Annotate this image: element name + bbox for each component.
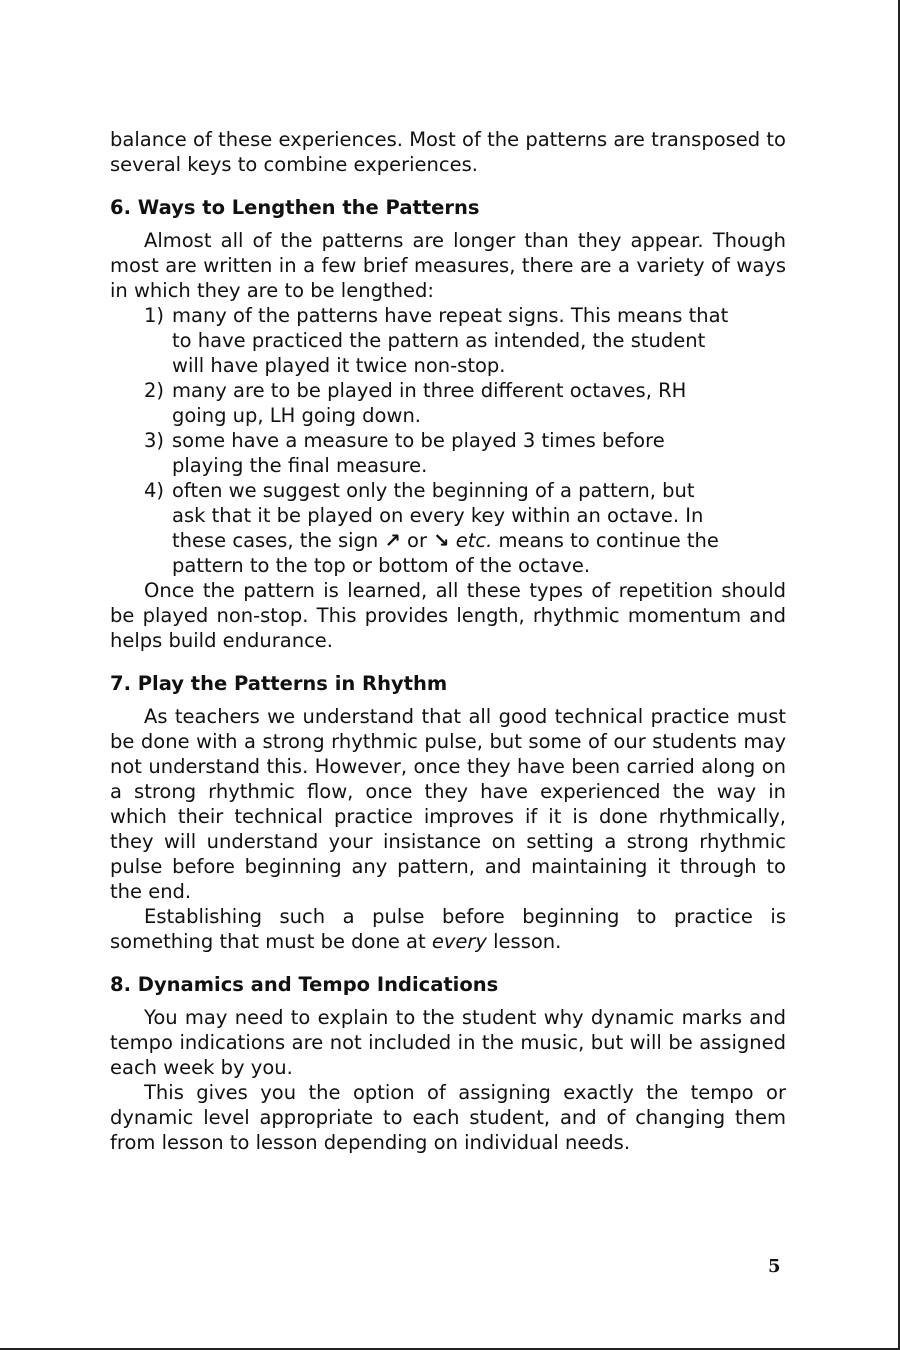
section-6-paragraph-1: Almost all of the patterns are longer than they appear. Though most are written in a few brief measures, there are a variety of ways in which they are to be lengthed: [110,229,786,302]
list-item-text: many are to be played in three different octaves, RH going up, LH going down. [172,379,687,427]
list-item [144,428,732,478]
arrow-up-right-icon: ↗ [384,529,401,552]
section-7-paragraph-2-start: Establishing such a pulse before beginning to practice is something that must be done at [110,905,786,953]
section-8-heading: 8. Dynamics and Tempo Indications [110,973,499,996]
section-6-heading: 6. Ways to Lengthen the Patterns [110,196,480,219]
list-item [144,478,732,578]
section-7-emphasis: every [431,930,487,953]
page-number: 5 [768,1256,781,1277]
arrow-down-right-icon: ↘ [433,529,450,552]
list-item [144,303,732,378]
section-7-paragraph-2 [110,904,786,954]
lengthen-methods-list [110,303,786,578]
list-item-number: 2) [144,379,165,402]
list-item-text-end: means to continue the pattern to the top or bottom of the octave. [172,529,719,577]
list-item-number: 4) [144,479,165,502]
section-7-paragraph-1: As teachers we understand that all good technical practice must be done with a strong rhythmic pulse, but some of our students may not understand this. However, once they have been carried along on a strong rhythmic flow, once they have experienced the way in which their technical practice improves if it is done rhythmically, they will understand your insistance on setting a strong rhythmic pulse before beginning any pattern, and maintaining it through to the end. [110,705,786,903]
list-item-number: 1) [144,304,165,327]
list-item-text: many of the patterns have repeat signs. This means that to have practiced the pattern as intended, the student will have played it twice non-stop. [172,304,729,377]
list-item-text-start: often we suggest only the beginning of a pattern, but ask that it be played on every key within an octave. In these cases, the sign [172,479,704,552]
section-8-paragraph-2: This gives you the option of assigning exactly the tempo or dynamic level appropriate to each student, and of changing them from lesson to lesson depending on individual needs. [110,1081,786,1154]
list-item-etc: etc. [455,529,493,552]
section-8-paragraph-1: You may need to explain to the student why dynamic marks and tempo indications are not included in the music, but will be assigned each week by you. [110,1006,786,1079]
section-7-paragraph-2-end: lesson. [493,930,562,953]
section-6-paragraph-2: Once the pattern is learned, all these types of repetition should be played non-stop. This provides length, rhythmic momentum and helps build endurance. [110,579,786,652]
list-item-or: or [407,529,427,552]
list-item-number: 3) [144,429,165,452]
list-item [144,378,732,428]
section-7-heading: 7. Play the Patterns in Rhythm [110,672,448,695]
intro-continuation: balance of these experiences. Most of the patterns are transposed to several keys to combine experiences. [110,128,786,176]
list-item-text: some have a measure to be played 3 times before playing the final measure. [172,429,665,477]
page-content [110,127,786,1155]
